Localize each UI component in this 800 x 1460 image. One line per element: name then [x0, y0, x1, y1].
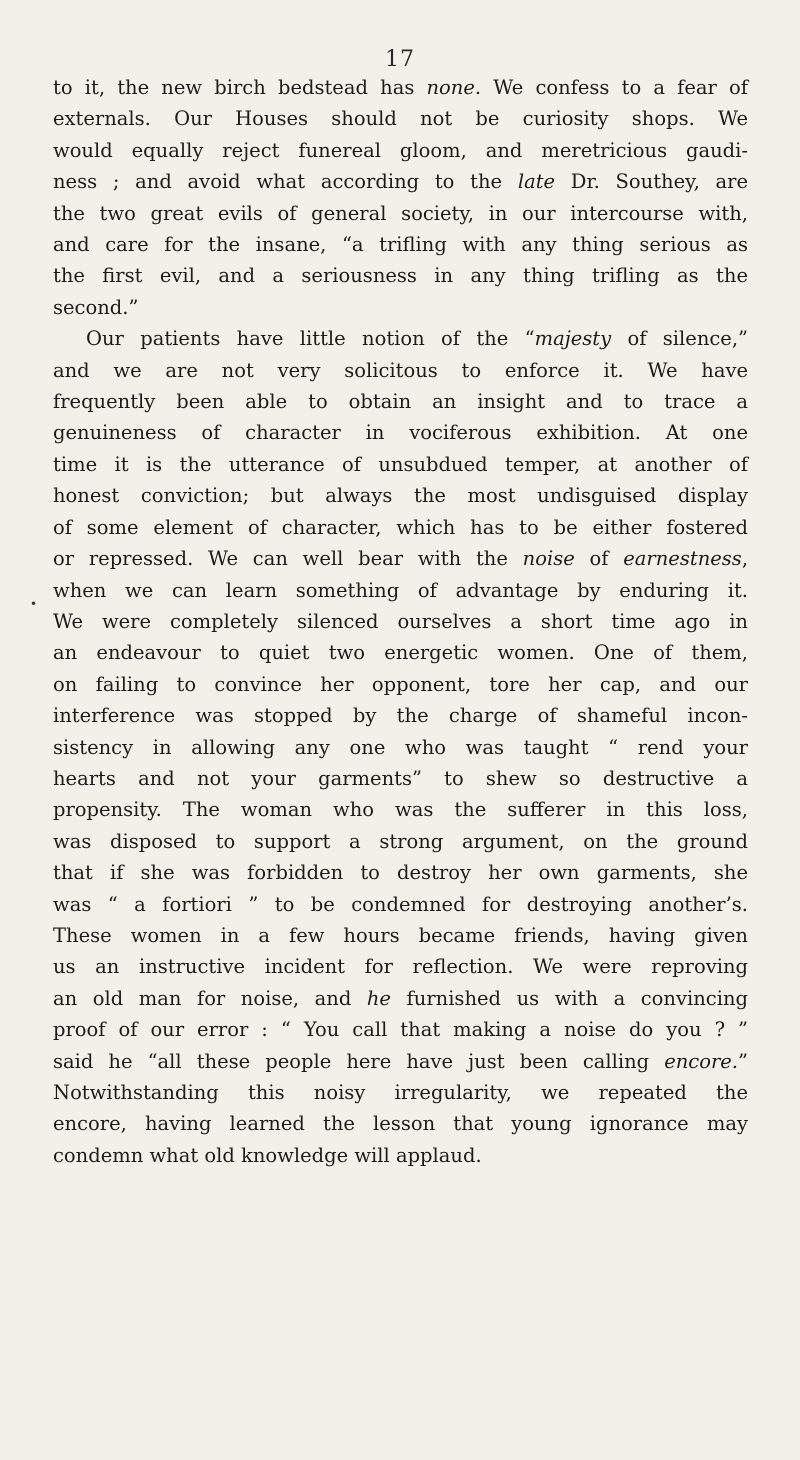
body-text [53, 72, 748, 1171]
text-segment: time it is the utterance of unsubdued temper, at another of [53, 452, 748, 476]
text-line [53, 1014, 748, 1045]
text-segment: the two great evils of general society, in our intercourse with, [53, 201, 748, 225]
text-segment: that if she was forbidden to destroy her own garments, she [53, 861, 748, 885]
text-line [53, 794, 748, 825]
text-segment: honest conviction; but always the most undisguised display [53, 484, 748, 508]
text-line [53, 166, 748, 197]
text-segment: interference was stopped by the charge of shameful incon- [53, 704, 748, 728]
text-line [53, 480, 748, 511]
text-line [53, 606, 748, 637]
text-segment: We were completely silenced ourselves a short time ago in [53, 609, 748, 633]
text-line [53, 135, 748, 166]
text-segment: second.” [53, 295, 139, 319]
text-line [53, 983, 748, 1014]
text-line [53, 292, 748, 323]
text-segment: Dr. Southey, are [555, 170, 748, 194]
text-line [53, 889, 748, 920]
italic-text: majesty [534, 327, 612, 351]
text-segment: the first evil, and a seriousness in any thing trifling as the [53, 264, 748, 288]
text-segment: an old man for noise, and [53, 986, 367, 1010]
text-line [53, 198, 748, 229]
paragraph [53, 72, 748, 323]
text-line [53, 103, 748, 134]
text-segment: ness ; and avoid what according to the [53, 170, 518, 194]
text-segment: genuineness of character in vociferous exhibition. At one [53, 421, 748, 445]
text-segment: on failing to convince her opponent, tore her cap, and our [53, 672, 748, 696]
text-line [53, 1140, 748, 1171]
text-line [53, 732, 748, 763]
italic-text: noise [522, 547, 575, 571]
text-line [53, 72, 748, 103]
text-segment: of [574, 547, 624, 571]
text-segment: Notwithstanding this noisy irregularity, we repeated the [53, 1081, 748, 1104]
text-segment: when we can learn something of advantage by enduring it. [53, 578, 748, 602]
italic-text: encore. [664, 1049, 739, 1073]
text-segment: Our patients have little notion of the “ [86, 327, 535, 351]
italic-text: earnestness [623, 547, 742, 571]
text-segment: condemn what old knowledge will applaud. [53, 1143, 482, 1167]
text-line [53, 951, 748, 982]
text-line [53, 669, 748, 700]
text-line [53, 575, 748, 606]
text-line [53, 637, 748, 668]
text-line [53, 323, 748, 354]
italic-text: none [426, 76, 475, 99]
italic-text: late [517, 170, 556, 194]
text-line [53, 355, 748, 386]
text-segment: would equally reject funereal gloom, and meretricious gaudi- [53, 138, 748, 162]
text-segment: of silence,” [611, 327, 749, 351]
text-segment: or repressed. We can well bear with the [53, 547, 523, 571]
text-segment: of some element of character, which has to be either fostered [53, 515, 748, 539]
text-segment: and we are not very solicitous to enforce it. We have [53, 358, 748, 382]
text-segment: proof of our error : “ You call that making a noise do you ? ” [53, 1018, 748, 1042]
margin-mark: • [30, 597, 38, 611]
text-segment: . We confess to a fear of [474, 76, 748, 99]
text-segment: was “ a fortiori ” to be condemned for destroying another’s. [53, 892, 748, 916]
text-line [53, 260, 748, 291]
text-segment: encore, having learned the lesson that young ignorance may [53, 1112, 748, 1136]
text-line [53, 920, 748, 951]
text-line [53, 229, 748, 260]
text-segment: These women in a few hours became friends, having given [53, 923, 748, 947]
text-line [53, 386, 748, 417]
text-segment: frequently been able to obtain an insight and to trace a [53, 390, 748, 414]
text-line [53, 1077, 748, 1108]
text-segment: , [741, 547, 749, 571]
text-line [53, 543, 748, 574]
text-segment: and care for the insane, “a trifling with any thing serious as [53, 233, 748, 257]
text-line [53, 1046, 748, 1077]
text-line [53, 700, 748, 731]
text-segment: to it, the new birch bedstead has [53, 76, 427, 99]
text-segment: externals. Our Houses should not be curiosity shops. We [53, 107, 748, 131]
page-number: 17 [385, 47, 415, 72]
text-segment: an endeavour to quiet two energetic women. One of them, [53, 641, 748, 665]
text-segment: said he “all these people here have just been calling [53, 1049, 665, 1073]
text-segment: propensity. The woman who was the sufferer in this loss, [53, 798, 748, 822]
text-segment: sistency in allowing any one who was taught “ rend your [53, 735, 748, 759]
italic-text: he [366, 986, 391, 1010]
text-segment: was disposed to support a strong argument, on the ground [53, 829, 748, 853]
text-line [53, 449, 748, 480]
text-segment: furnished us with a convincing [390, 986, 748, 1010]
text-line [53, 763, 748, 794]
text-segment: hearts and not your garments” to shew so destructive a [53, 766, 748, 790]
text-line [53, 857, 748, 888]
text-line [53, 1108, 748, 1139]
text-line [53, 512, 748, 543]
text-line [53, 826, 748, 857]
text-line [53, 417, 748, 448]
text-segment: ” [738, 1049, 748, 1073]
paragraph [53, 323, 748, 1171]
text-segment: us an instructive incident for reflection. We were reproving [53, 955, 748, 979]
